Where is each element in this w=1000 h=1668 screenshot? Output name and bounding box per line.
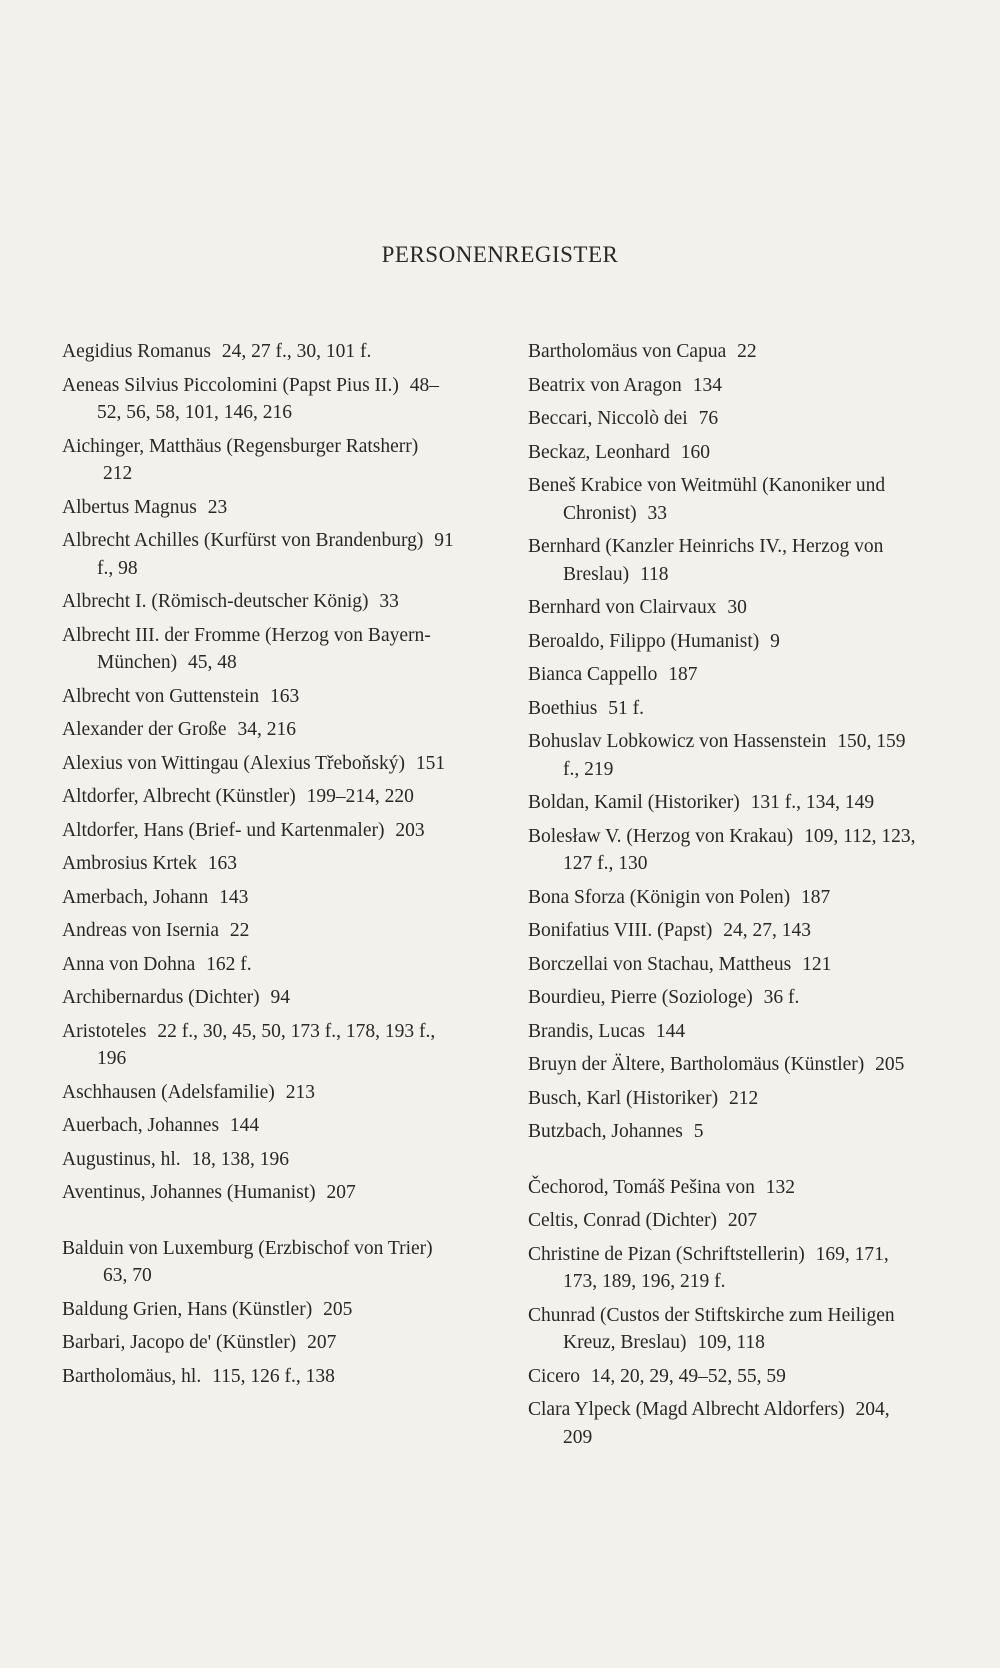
index-entry xyxy=(62,1179,457,1207)
entry-name: Brandis, Lucas xyxy=(528,1020,645,1042)
index-entry xyxy=(528,789,923,817)
entry-name: Albrecht Achilles (Kurfürst von Brandenburg) xyxy=(62,530,424,551)
entry-name: Bolesław V. (Herzog von Krakau) xyxy=(528,825,794,847)
entry-name: Aichinger, Matthäus (Regensburger Ratsherr) xyxy=(62,435,419,457)
entry-name: Auerbach, Johannes xyxy=(62,1115,220,1136)
entry-pages: 187 xyxy=(668,664,698,685)
entry-pages: 94 xyxy=(270,987,290,1008)
entry-name: Bartholomäus von Capua xyxy=(528,341,727,362)
entry-name: Borczellai von Stachau, Mattheus xyxy=(528,953,792,975)
entry-name: Busch, Karl (Historiker) xyxy=(528,1087,719,1109)
index-entry xyxy=(528,1302,923,1357)
entry-name: Altdorfer, Hans (Brief- und Kartenmaler) xyxy=(62,819,385,841)
entry-pages: 207 xyxy=(307,1332,337,1353)
index-entry xyxy=(62,1018,457,1073)
entry-name: Beroaldo, Filippo (Humanist) xyxy=(528,630,760,652)
entry-name: Bourdieu, Pierre (Soziologe) xyxy=(528,987,753,1008)
entry-pages: 9 xyxy=(770,630,780,652)
index-entry xyxy=(528,695,923,723)
entry-pages: 132 xyxy=(765,1176,795,1198)
entry-pages: 24, 27 f., 30, 101 f. xyxy=(221,341,372,362)
index-entry xyxy=(528,472,923,527)
entry-pages: 63, 70 xyxy=(103,1265,152,1286)
index-entry xyxy=(528,661,923,689)
entry-pages: 23 xyxy=(207,496,228,518)
entry-name: Cicero xyxy=(528,1365,580,1387)
index-entry xyxy=(62,372,457,427)
index-entry xyxy=(62,1235,457,1290)
entry-name: Aegidius Romanus xyxy=(62,341,211,362)
index-entry xyxy=(528,728,923,783)
index-entry xyxy=(528,533,923,588)
entry-pages: 144 xyxy=(655,1020,686,1042)
index-entry xyxy=(62,1329,457,1357)
entry-name: Čechorod, Tomáš Pešina von xyxy=(528,1176,755,1198)
entry-pages: 118 xyxy=(639,563,669,585)
entry-name: Butzbach, Johannes xyxy=(528,1121,683,1142)
index-entry xyxy=(62,917,457,945)
entry-pages: 5 xyxy=(693,1121,704,1142)
entry-pages: 22 xyxy=(737,341,757,362)
entry-name: Bernhard von Clairvaux xyxy=(528,597,717,618)
entry-pages: 131 f., 134, 149 xyxy=(750,792,875,813)
entry-pages: 203 xyxy=(395,819,425,841)
entry-pages: 160 xyxy=(680,441,710,463)
entry-pages: 18, 138, 196 xyxy=(191,1148,290,1170)
index-entry xyxy=(62,622,457,677)
entry-pages: 151 xyxy=(415,752,446,774)
entry-pages: 33 xyxy=(647,502,668,524)
index-entry xyxy=(62,1146,457,1174)
index-entry xyxy=(62,433,457,488)
entry-pages: 91 f., 98 xyxy=(97,530,454,579)
entry-name: Altdorfer, Albrecht (Künstler) xyxy=(62,786,296,807)
entry-name: Alexius von Wittingau (Alexius Třeboňský) xyxy=(62,752,405,774)
index-entry xyxy=(62,850,457,878)
index-entry xyxy=(62,683,457,711)
entry-name: Albrecht von Guttenstein xyxy=(62,685,260,707)
index-entry xyxy=(62,1296,457,1324)
entry-pages: 199–214, 220 xyxy=(306,786,414,807)
index-entry xyxy=(528,405,923,433)
index-entry xyxy=(528,1051,923,1079)
index-entry xyxy=(62,716,457,744)
entry-pages: 204, 209 xyxy=(563,1399,890,1448)
entry-name: Chunrad (Custos der Stiftskirche zum Heiligen Kreuz, Breslau) xyxy=(528,1304,895,1353)
index-entry xyxy=(62,527,457,582)
entry-pages: 33 xyxy=(379,591,399,612)
entry-pages: 163 xyxy=(207,853,237,874)
index-entry xyxy=(528,338,923,366)
entry-name: Bruyn der Ältere, Bartholomäus (Künstler) xyxy=(528,1054,865,1075)
index-entry xyxy=(62,984,457,1012)
index-entry xyxy=(62,750,457,778)
entry-name: Bernhard (Kanzler Heinrichs IV., Herzog von Breslau) xyxy=(528,536,884,585)
entry-pages: 14, 20, 29, 49–52, 55, 59 xyxy=(590,1365,786,1387)
entry-pages: 212 xyxy=(103,463,133,484)
entry-name: Anna von Dohna xyxy=(62,953,196,975)
entry-name: Albrecht I. (Römisch-deutscher König) xyxy=(62,591,369,612)
entry-pages: 76 xyxy=(698,408,719,429)
entry-pages: 30 xyxy=(727,597,747,618)
entry-pages: 162 f. xyxy=(206,953,252,975)
entry-name: Aschhausen (Adelsfamilie) xyxy=(62,1081,275,1103)
index-column-left xyxy=(62,338,457,1396)
index-entry xyxy=(528,594,923,622)
entry-name: Bartholomäus, hl. xyxy=(62,1365,202,1387)
entry-pages: 22 xyxy=(229,920,250,941)
entry-pages: 48–52, 56, 58, 101, 146, 216 xyxy=(97,374,440,423)
entry-name: Baldung Grien, Hans (Künstler) xyxy=(62,1298,313,1320)
entry-pages: 207 xyxy=(727,1210,758,1231)
entry-name: Archibernardus (Dichter) xyxy=(62,987,260,1008)
entry-name: Aventinus, Johannes (Humanist) xyxy=(62,1182,316,1203)
entry-name: Beccari, Niccolò dei xyxy=(528,408,688,429)
index-entry xyxy=(528,1241,923,1296)
entry-name: Celtis, Conrad (Dichter) xyxy=(528,1210,717,1231)
index-column-right xyxy=(528,338,923,1457)
entry-name: Bonifatius VIII. (Papst) xyxy=(528,920,713,941)
entry-name: Aeneas Silvius Piccolomini (Papst Pius II.) xyxy=(62,374,399,396)
entry-pages: 163 xyxy=(270,685,300,707)
entry-pages: 205 xyxy=(875,1054,905,1075)
entry-pages: 150, 159 f., 219 xyxy=(563,731,906,780)
entry-pages: 207 xyxy=(326,1182,356,1203)
entry-name: Boethius xyxy=(528,697,598,719)
entry-pages: 212 xyxy=(728,1087,759,1109)
entry-name: Christine de Pizan (Schriftstellerin) xyxy=(528,1243,805,1265)
entry-name: Bona Sforza (Königin von Polen) xyxy=(528,886,791,908)
entry-pages: 109, 112, 123, 127 f., 130 xyxy=(563,825,916,874)
index-entry xyxy=(62,1112,457,1140)
index-entry xyxy=(528,439,923,467)
entry-pages: 109, 118 xyxy=(697,1332,765,1353)
entry-name: Albrecht III. der Fromme (Herzog von Bayern-München) xyxy=(62,624,431,673)
index-entry xyxy=(528,628,923,656)
entry-name: Balduin von Luxemburg (Erzbischof von Trier) xyxy=(62,1237,433,1259)
entry-name: Andreas von Isernia xyxy=(62,920,220,941)
entry-pages: 24, 27, 143 xyxy=(723,920,811,941)
index-entry xyxy=(62,884,457,912)
index-entry xyxy=(62,588,457,616)
entry-pages: 22 f., 30, 45, 50, 173 f., 178, 193 f., 196 xyxy=(97,1020,436,1069)
entry-name: Amerbach, Johann xyxy=(62,886,209,908)
index-entry xyxy=(62,817,457,845)
entry-pages: 45, 48 xyxy=(188,652,237,673)
entry-name: Aristoteles xyxy=(62,1020,147,1042)
entry-name: Ambrosius Krtek xyxy=(62,853,197,874)
index-entry xyxy=(528,1207,923,1235)
entry-name: Bohuslav Lobkowicz von Hassenstein xyxy=(528,731,827,752)
index-entry xyxy=(528,823,923,878)
index-entry xyxy=(62,338,457,366)
index-entry xyxy=(528,1018,923,1046)
entry-name: Bianca Cappello xyxy=(528,664,658,685)
index-entry xyxy=(62,1079,457,1107)
entry-name: Clara Ylpeck (Magd Albrecht Aldorfers) xyxy=(528,1399,845,1420)
entry-pages: 143 xyxy=(219,886,249,908)
index-entry xyxy=(528,884,923,912)
entry-name: Boldan, Kamil (Historiker) xyxy=(528,792,740,813)
index-entry xyxy=(528,1118,923,1146)
entry-pages: 187 xyxy=(801,886,831,908)
entry-pages: 213 xyxy=(285,1081,315,1103)
entry-name: Beckaz, Leonhard xyxy=(528,441,670,463)
entry-name: Alexander der Große xyxy=(62,719,227,740)
index-entry xyxy=(528,1085,923,1113)
page-title: PERSONENREGISTER xyxy=(381,242,619,267)
index-entry xyxy=(62,494,457,522)
index-entry xyxy=(528,1363,923,1391)
index-entry xyxy=(62,951,457,979)
index-entry xyxy=(528,1174,923,1202)
index-entry xyxy=(528,372,923,400)
entry-name: Beneš Krabice von Weitmühl (Kanoniker und Chronist) xyxy=(528,475,886,524)
index-entry xyxy=(528,1396,923,1451)
entry-name: Albertus Magnus xyxy=(62,496,197,518)
entry-pages: 36 f. xyxy=(763,987,800,1008)
index-entry xyxy=(62,783,457,811)
entry-name: Barbari, Jacopo de' (Künstler) xyxy=(62,1332,297,1353)
entry-pages: 144 xyxy=(229,1115,260,1136)
entry-name: Beatrix von Aragon xyxy=(528,374,682,396)
entry-pages: 34, 216 xyxy=(237,719,296,740)
entry-pages: 205 xyxy=(323,1298,353,1320)
entry-pages: 121 xyxy=(802,953,832,975)
index-entry xyxy=(528,984,923,1012)
index-entry xyxy=(528,917,923,945)
index-entry xyxy=(62,1363,457,1391)
entry-pages: 134 xyxy=(692,374,722,396)
index-entry xyxy=(528,951,923,979)
entry-name: Augustinus, hl. xyxy=(62,1148,181,1170)
entry-pages: 169, 171, 173, 189, 196, 219 f. xyxy=(563,1243,889,1292)
entry-pages: 51 f. xyxy=(608,697,644,719)
entry-pages: 115, 126 f., 138 xyxy=(212,1365,335,1387)
